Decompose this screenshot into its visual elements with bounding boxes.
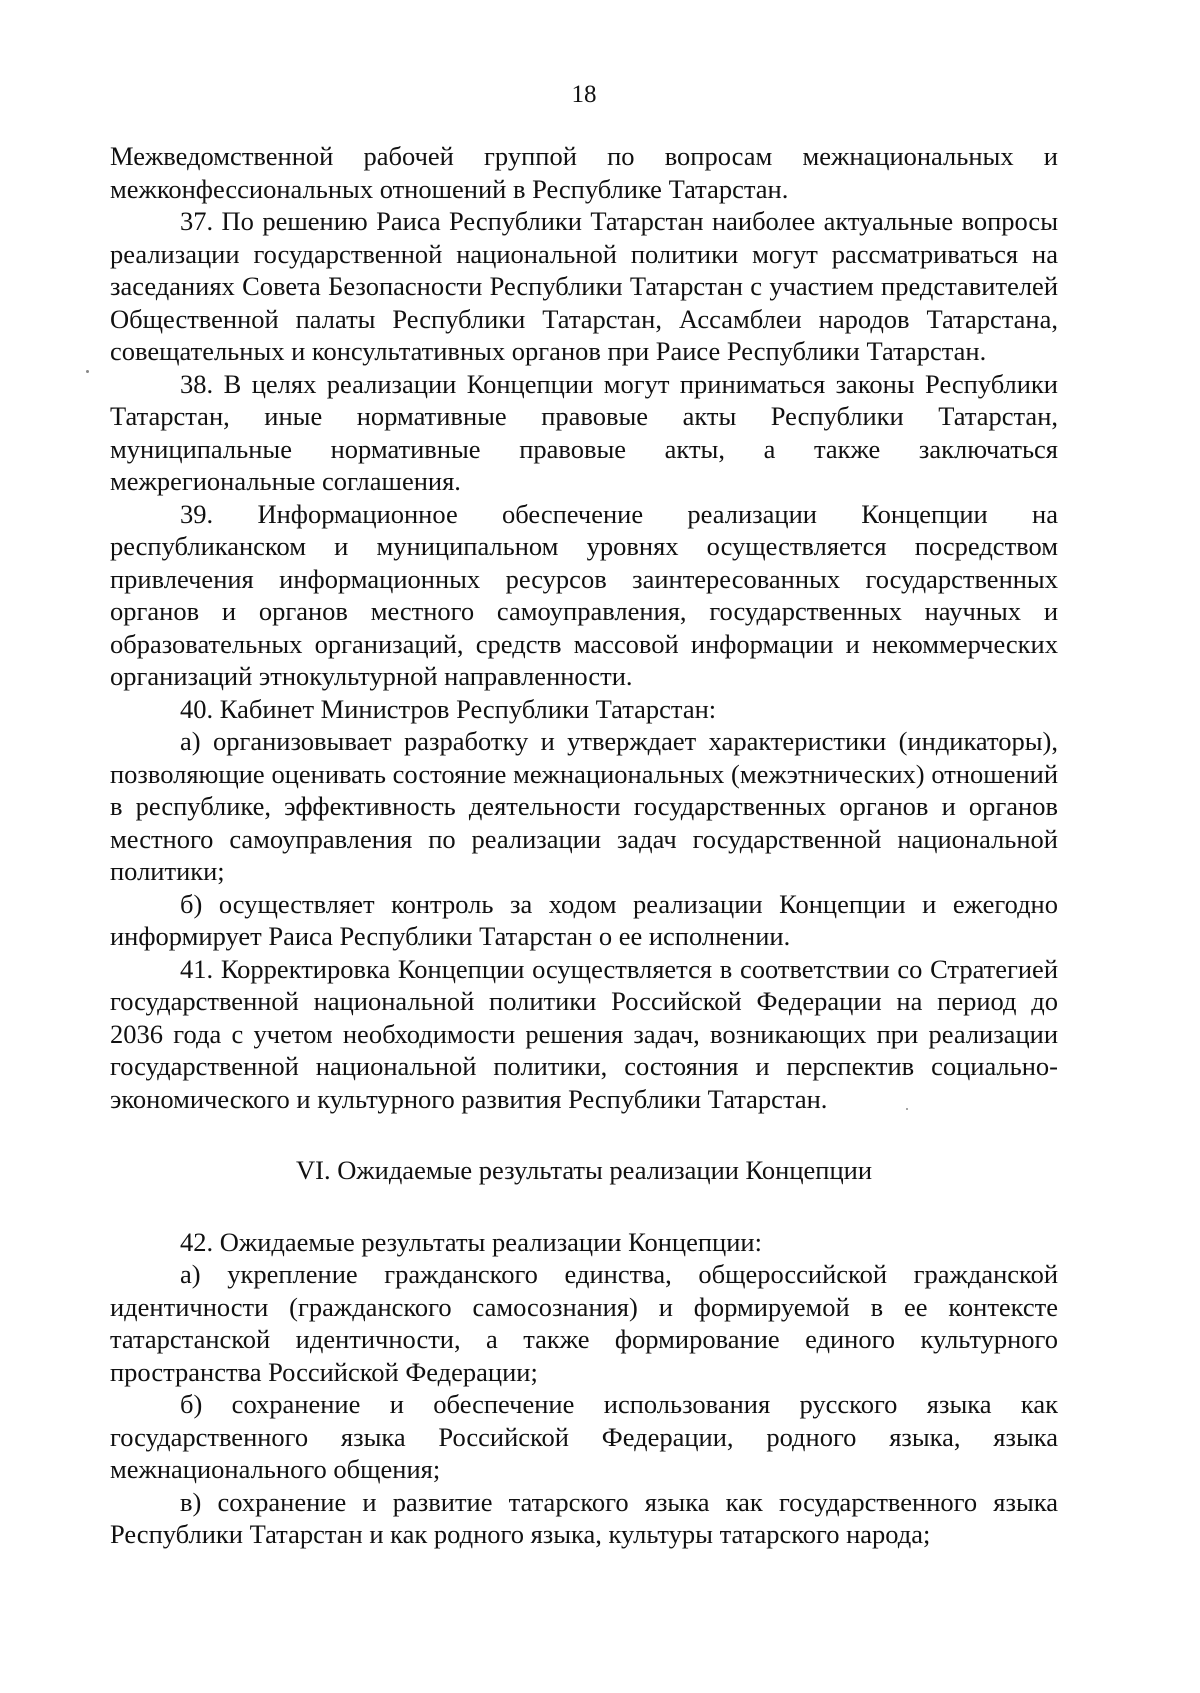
- paragraph-42-c: в) сохранение и развитие татарского языка как государственного языка Республики Татарстан и как родного языка, культуры татарского народа;: [110, 1486, 1058, 1549]
- page-number: 18: [571, 81, 597, 108]
- paragraph-42-b: б) сохранение и обеспечение использования русского языка как государственного языка Российской Федерации, родного языка, языка межнационального общения;: [110, 1389, 1058, 1484]
- scan-speck: [906, 1108, 908, 1110]
- paragraph-40: 40. Кабинет Министров Республики Татарстан:: [180, 693, 717, 724]
- paragraph-42: 42. Ожидаемые результаты реализации Концепции:: [180, 1226, 762, 1257]
- paragraph-39: 39. Информационное обеспечение реализации Концепции на республиканском и муниципальном уровнях осуществляется посредством привлечения информационных ресурсов заинтересованных государственных органов и органов местного самоуправления, государственных научных и образовательных организаций, средств массовой информации и некоммерческих организаций этнокультурной направленности.: [110, 498, 1058, 691]
- section-heading: VI. Ожидаемые результаты реализации Концепции: [295, 1155, 873, 1185]
- paragraph-37: 37. По решению Раиса Республики Татарстан наиболее актуальные вопросы реализации государственной национальной политики могут рассматриваться на заседаниях Совета Безопасности Республики Татарстан с участием представителей Общественной палаты Республики Татарстан, Ассамблеи народов Татарстана, совещательных и консультативных органов при Раисе Республики Татарстан.: [110, 206, 1058, 366]
- paragraph-41: 41. Корректировка Концепции осуществляется в соответствии со Стратегией государственной национальной политики Российской Федерации на период до 2036 года с учетом необходимости решения задач, возникающих при реализации государственной национальной политики, состояния и перспектив социально-экономического и культурного развития Республики Татарстан.: [110, 953, 1058, 1114]
- scan-speck: [86, 370, 89, 373]
- paragraph-38: 38. В целях реализации Концепции могут приниматься законы Республики Татарстан, иные нормативные правовые акты Республики Татарстан, муниципальные нормативные правовые акты, а также заключаться межрегиональные соглашения.: [110, 368, 1058, 496]
- paragraph-42-a: а) укрепление гражданского единства, общероссийской гражданской идентичности (гражданского самосознания) и формируемой в ее контексте татарстанской идентичности, а также формирование единого культурного пространства Российской Федерации;: [110, 1259, 1058, 1387]
- paragraph-40-a: а) организовывает разработку и утверждает характеристики (индикаторы), позволяющие оценивать состояние межнациональных (межэтнических) отношений в республике, эффективность деятельности государственных органов и органов местного самоуправления по реализации задач государственной национальной политики;: [110, 726, 1058, 886]
- document-body: [110, 140, 1058, 1551]
- paragraph-continuation: Межведомственной рабочей группой по вопросам межнациональных и межконфессиональных отношений в Республике Татарстан.: [110, 141, 1058, 204]
- paragraph-40-b: б) осуществляет контроль за ходом реализации Концепции и ежегодно информирует Раиса Республики Татарстан о ее исполнении.: [110, 888, 1058, 951]
